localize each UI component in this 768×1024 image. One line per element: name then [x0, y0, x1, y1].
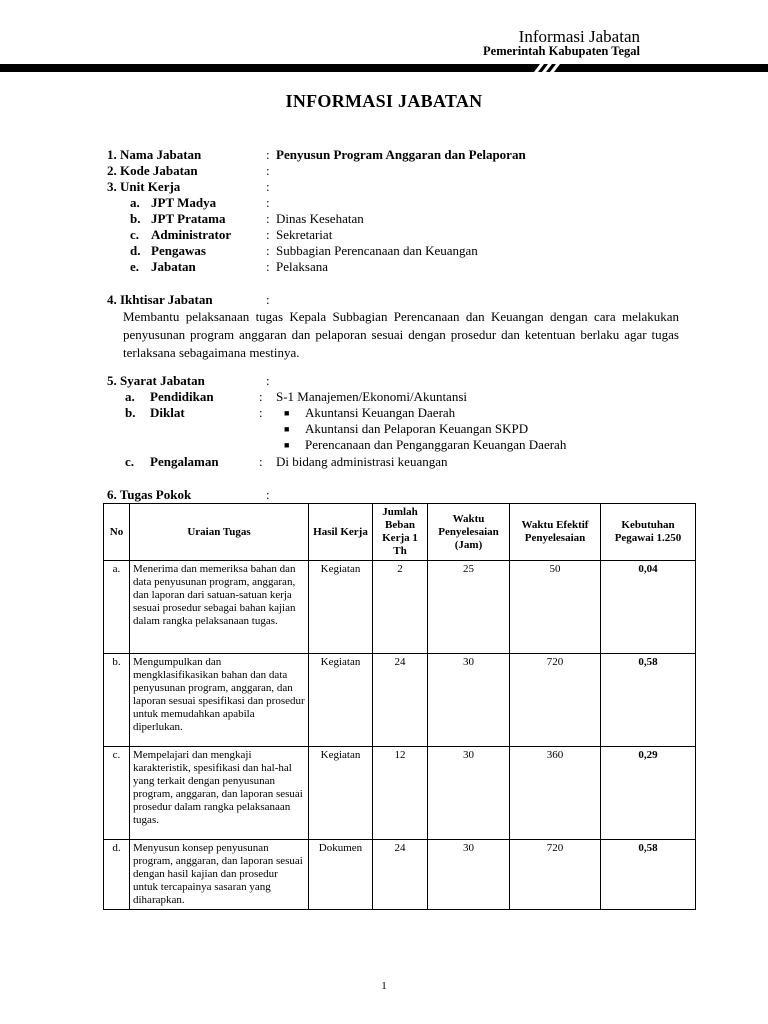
cell-no: b. [104, 654, 130, 747]
cell-beban: 24 [373, 654, 428, 747]
table-row [104, 840, 696, 910]
unit-value-administrator: Sekretariat [276, 227, 333, 242]
cell-kebutuhan: 0,58 [601, 840, 696, 910]
ikhtisar-text: Membantu pelaksanaan tugas Kepala Subbagian Perencanaan dan Keuangan dengan cara melakukan penyusunan program anggaran dan pelaporan sesuai dengan prosedur dan ketentuan berlaku agar tugas terlaksana sebagaimana mestinya. [123, 309, 679, 360]
colon: : [266, 259, 270, 274]
cell-uraian: Menerima dan memeriksa bahan dan data penyusunan program, anggaran, dan laporan dari satuan-satuan kerja sesuai prosedur sebagai bahan kajian dalam rangka pelaksanaan tugas. [130, 561, 309, 654]
cell-uraian: Mengumpulkan dan mengklasifikasikan bahan dan data penyusunan program, anggaran, dan laporan sesuai spesifikasi dan prosedur untuk memudahkan apabila diperlukan. [130, 654, 309, 747]
cell-beban: 24 [373, 840, 428, 910]
document-title: INFORMASI JABATAN [285, 91, 483, 111]
cell-efektif: 50 [510, 561, 601, 654]
cell-hasil: Kegiatan [309, 654, 373, 747]
syarat-letter: c. [125, 454, 135, 469]
label-tugas-pokok: 6. Tugas Pokok [107, 487, 192, 502]
cell-beban: 12 [373, 747, 428, 840]
cell-no: d. [104, 840, 130, 910]
header-subtitle: Pemerintah Kabupaten Tegal [483, 44, 640, 58]
cell-waktu: 25 [428, 561, 510, 654]
colon: : [266, 211, 270, 226]
unit-letter: d. [130, 243, 141, 258]
header-uraian: Uraian Tugas [130, 504, 309, 561]
unit-label-jabatan: Jabatan [151, 259, 196, 274]
cell-hasil: Kegiatan [309, 747, 373, 840]
cell-waktu: 30 [428, 840, 510, 910]
diklat-item: Perencanaan dan Penganggaran Keuangan Daerah [305, 437, 567, 452]
unit-letter: b. [130, 211, 141, 226]
table-row [104, 561, 696, 654]
cell-efektif: 720 [510, 654, 601, 747]
unit-value-jpt-pratama: Dinas Kesehatan [276, 211, 364, 226]
unit-letter: c. [130, 227, 140, 242]
unit-value-jabatan: Pelaksana [276, 259, 328, 274]
colon: : [266, 163, 270, 178]
colon: : [266, 195, 270, 210]
header-no: No [104, 504, 130, 561]
cell-kebutuhan: 0,58 [601, 654, 696, 747]
label-kode-jabatan: 2. Kode Jabatan [107, 163, 198, 178]
label-unit-kerja: 3. Unit Kerja [107, 179, 181, 194]
label-syarat: 5. Syarat Jabatan [107, 373, 205, 388]
diklat-item: Akuntansi Keuangan Daerah [305, 405, 456, 420]
colon: : [266, 373, 270, 388]
unit-value-pengawas: Subbagian Perencanaan dan Keuangan [276, 243, 478, 258]
syarat-letter: b. [125, 405, 136, 420]
cell-waktu: 30 [428, 654, 510, 747]
value-pengalaman: Di bidang administrasi keuangan [276, 454, 448, 469]
bullet-icon: ■ [284, 408, 290, 418]
colon: : [259, 454, 263, 469]
colon: : [266, 292, 270, 307]
cell-kebutuhan: 0,04 [601, 561, 696, 654]
header-title: Informasi Jabatan [518, 27, 640, 46]
unit-letter: a. [130, 195, 140, 210]
colon: : [259, 389, 263, 404]
unit-label-administrator: Administrator [151, 227, 232, 242]
unit-label-jpt-pratama: JPT Pratama [151, 211, 226, 226]
label-pendidikan: Pendidikan [150, 389, 214, 404]
label-nama-jabatan: 1. Nama Jabatan [107, 147, 202, 162]
header-hasil: Hasil Kerja [309, 504, 373, 561]
table-row [104, 747, 696, 840]
label-diklat: Diklat [150, 405, 185, 420]
cell-beban: 2 [373, 561, 428, 654]
syarat-letter: a. [125, 389, 135, 404]
header-kebutuhan: Kebutuhan Pegawai 1.250 [601, 504, 696, 561]
colon: : [266, 179, 270, 194]
cell-efektif: 360 [510, 747, 601, 840]
cell-hasil: Kegiatan [309, 561, 373, 654]
table-header-row [104, 504, 696, 561]
header-divider [0, 64, 768, 72]
cell-no: a. [104, 561, 130, 654]
cell-efektif: 720 [510, 840, 601, 910]
unit-label-jpt-madya: JPT Madya [151, 195, 217, 210]
colon: : [266, 487, 270, 502]
label-pengalaman: Pengalaman [150, 454, 219, 469]
header-waktu: Waktu Penyelesaian (Jam) [428, 504, 510, 561]
diklat-item: Akuntansi dan Pelaporan Keuangan SKPD [305, 421, 529, 436]
value-pendidikan: S-1 Manajemen/Ekonomi/Akuntansi [276, 389, 468, 404]
bullet-icon: ■ [284, 440, 290, 450]
value-nama-jabatan: Penyusun Program Anggaran dan Pelaporan [276, 147, 526, 162]
table-row [104, 654, 696, 747]
tugas-pokok-table [103, 503, 696, 910]
colon: : [266, 227, 270, 242]
unit-label-pengawas: Pengawas [151, 243, 206, 258]
cell-no: c. [104, 747, 130, 840]
colon: : [259, 405, 263, 420]
bullet-icon: ■ [284, 424, 290, 434]
cell-uraian: Mempelajari dan mengkaji karakteristik, spesifikasi dan hal-hal yang terkait dengan penyusunan program, anggaran, dan laporan sesuai prosedur dalam rangka pelaksanaan tugas. [130, 747, 309, 840]
unit-letter: e. [130, 259, 140, 274]
cell-kebutuhan: 0,29 [601, 747, 696, 840]
colon: : [266, 147, 270, 162]
header-efektif: Waktu Efektif Penyelesaian [510, 504, 601, 561]
cell-uraian: Menyusun konsep penyusunan program, anggaran, dan laporan sesuai dengan hasil kajian dan prosedur untuk tercapainya sasaran yang diharapkan. [130, 840, 309, 910]
header-beban: Jumlah Beban Kerja 1 Th [373, 504, 428, 561]
label-ikhtisar: 4. Ikhtisar Jabatan [107, 292, 213, 307]
colon: : [266, 243, 270, 258]
cell-hasil: Dokumen [309, 840, 373, 910]
page-number: 1 [381, 980, 387, 992]
cell-waktu: 30 [428, 747, 510, 840]
